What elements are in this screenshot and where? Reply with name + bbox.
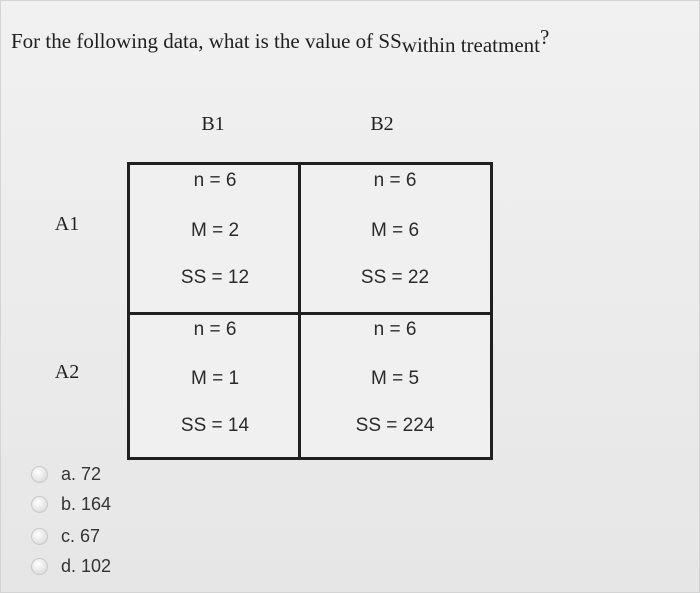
option-label: c. 67 [61,525,101,546]
cell-a2-b1-m: M = 1 [190,368,240,389]
cell-a2-b1-ss: SS = 14 [180,415,250,436]
radio-button-icon[interactable] [31,558,48,575]
radio-button-icon[interactable] [31,528,48,545]
option-label: d. 102 [61,555,112,576]
ss-symbol: SS [378,29,402,53]
cell-a2-b1-n: n = 6 [193,319,237,340]
radio-button-icon[interactable] [31,466,48,483]
cell-a2-b2-m: M = 5 [370,368,420,389]
row-header-a1: A1 [54,213,80,235]
table-divider-horizontal [130,312,490,315]
option-a[interactable] [31,461,171,487]
option-b[interactable] [31,491,171,517]
cell-a1-b2-m: M = 6 [370,220,420,241]
question-text [11,25,550,57]
data-table [127,162,493,460]
cell-a1-b2-n: n = 6 [373,170,417,191]
option-label: b. 164 [61,493,112,514]
option-c[interactable] [31,523,171,549]
column-header-b2: B2 [370,113,394,135]
ss-subscript: within treatment [401,33,540,57]
cell-a2-b2-ss: SS = 224 [355,415,435,436]
cell-a1-b1-n: n = 6 [193,170,237,191]
column-header-b1: B1 [201,113,225,135]
cell-a2-b2-n: n = 6 [373,319,417,340]
question-prefix: For the following data, what is the value of [11,29,379,53]
cell-a1-b1-m: M = 2 [190,220,240,241]
option-label: a. 72 [61,463,102,484]
cell-a1-b1-ss: SS = 12 [180,267,250,288]
question-mark: ? [540,25,550,49]
row-header-a2: A2 [54,361,80,383]
radio-button-icon[interactable] [31,496,48,513]
option-d[interactable] [31,553,171,579]
cell-a1-b2-ss: SS = 22 [360,267,430,288]
table-divider-vertical [298,165,301,457]
